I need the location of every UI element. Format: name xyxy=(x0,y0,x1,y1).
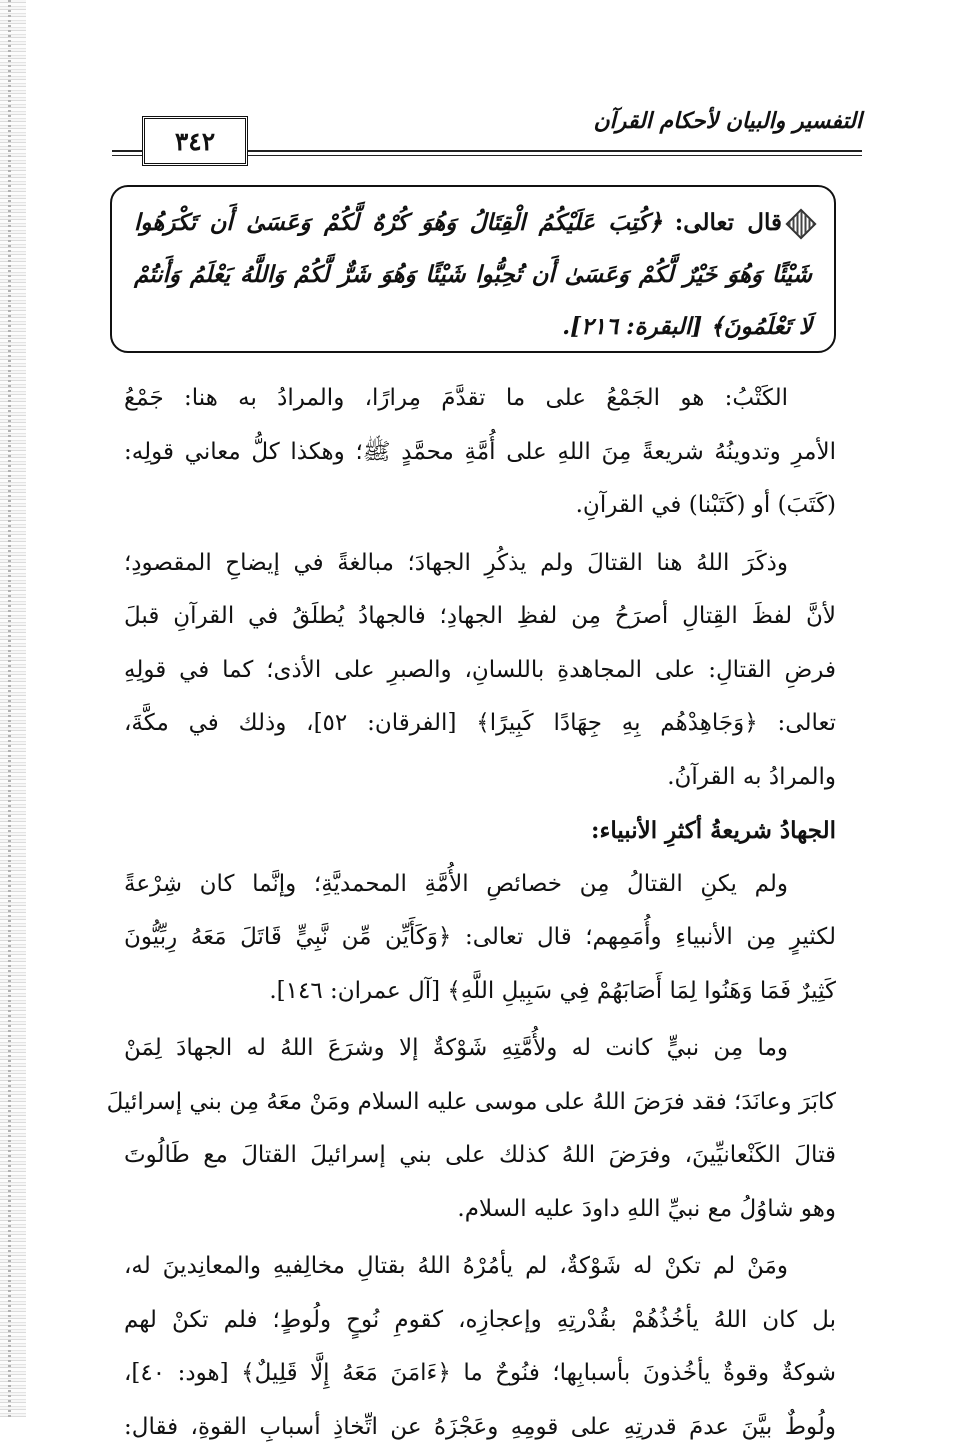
text-line: لكثيرٍ مِن الأنبياءِ وأُمَمِهم؛ قال تعالى: ﴿وَكَأَيِّن مِّن نَّبِيٍّ قَاتَلَ مَعَهُ رِبِّيُّونَ xyxy=(124,911,836,965)
verse-line xyxy=(134,197,812,249)
verse-line xyxy=(134,301,812,353)
text-line: لأنَّ لفظَ القِتالِ أصرَحُ مِن لفظِ الجهادِ؛ فالجهادُ يُطلَقُ في القرآنِ قبلَ xyxy=(124,590,836,644)
text-line: كابَرَ وعانَدَ؛ فقد فرَضَ اللهُ على موسى عليه السلام ومَنْ معَهُ مِن بني إسرائيلَ xyxy=(124,1076,836,1130)
text-line: الأمرِ وتدوينُهُ شريعةً مِنَ اللهِ على أُمَّةِ محمَّدٍ ﷺ؛ وهكذا كلُّ معاني قولِه: xyxy=(124,426,836,480)
page-header xyxy=(112,100,862,170)
text-line: وهو شاوُلُ مع نبيِّ اللهِ داودَ عليه السلام. xyxy=(124,1183,836,1237)
text-line: شوكةٌ وقوةٌ يأخُذونَ بأسبابِها؛ فنُوحٌ ما ﴿ءَامَنَ مَعَهُ إِلَّا قَلِيلٌ﴾ [هود: ٤٠]، xyxy=(124,1347,836,1401)
text-line: (كَتَبَ) أو (كَتَبْنا) في القرآنِ. xyxy=(124,479,836,533)
book-title: التفسير والبيان لأحكام القرآن xyxy=(593,108,862,134)
verse-lead: قال تعالى: xyxy=(675,209,782,236)
text-line: ولُوطٌ بيَّنَ عدمَ قدرتِهِ على قومِهِ وعَجْزَهُ عن اتِّخاذِ أسبابِ القوةِ، فقال: xyxy=(124,1401,836,1454)
scan-edge xyxy=(0,0,26,1417)
verse-text: شَيْئًا وَهُوَ خَيْرٌ لَّكُمْ وَعَسَىٰ أَن تُحِبُّوا شَيْئًا وَهُوَ شَرٌّ لَّكُمْ وَاللَّهُ يَعْلَمُ وَأَنتُمْ xyxy=(134,261,812,288)
verse-text: لَا تَعْلَمُونَ﴾ [البقرة: ٢١٦]. xyxy=(562,313,812,340)
text-line: فرضِ القتالِ: على المجاهدةِ باللسانِ، والصبرِ على الأذى؛ كما في قولِهِ xyxy=(124,644,836,698)
section-heading: الجهادُ شريعةُ أكثرِ الأنبياء: xyxy=(124,804,836,858)
verse-box xyxy=(110,185,836,353)
text-line: وذكَرَ اللهُ هنا القتالَ ولم يذكُرِ الجهادَ؛ مبالغةً في إيضاحِ المقصودِ؛ xyxy=(124,537,836,591)
text-line: تعالى: ﴿وَجَاهِدْهُم بِهِ جِهَادًا كَبِيرًا﴾ [الفرقان: ٥٢]، وذلك في مكَّةَ، xyxy=(124,697,836,751)
verse-text: ﴿كُتِبَ عَلَيْكُمُ الْقِتَالُ وَهُوَ كُرْهٌ لَّكُمْ وَعَسَىٰ أَن تَكْرَهُوا xyxy=(134,209,662,236)
body-text xyxy=(124,372,836,1454)
text-line: والمرادُ به القرآنُ. xyxy=(124,751,836,805)
text-line: ولم يكنِ القتالُ مِن خصائصِ الأُمَّةِ المحمديَّةِ؛ وإنَّما كان شِرْعةً xyxy=(124,858,836,912)
text-line: قتالَ الكَنْعانيِّينَ، وفرَضَ اللهُ كذلك على بني إسرائيلَ القتالَ مع طَالُوتَ xyxy=(124,1129,836,1183)
text-line: كَثِيرٌ فَمَا وَهَنُوا لِمَا أَصَابَهُمْ فِي سَبِيلِ اللَّهِ﴾ [آل عمران: ١٤٦]. xyxy=(124,965,836,1019)
verse-line xyxy=(134,249,812,301)
text-line: بل كان اللهُ يأخُذُهُمْ بقُدْرتِهِ وإعجازِه، كقومِ نُوحٍ ولُوطٍ؛ فلم تكنْ لهم xyxy=(124,1294,836,1348)
page-number: ٣٤٢ xyxy=(142,116,248,166)
text-line: الكَتْبُ: هو الجَمْعُ على ما تقدَّمَ مِرارًا، والمرادُ به هنا: جَمْعُ xyxy=(124,372,836,426)
ornament-icon xyxy=(785,208,816,239)
text-line: ومَنْ لم تكنْ له شَوْكةٌ، لم يأمُرْهُ اللهُ بقتالِ مخالِفيهِ والمعانِدينَ له، xyxy=(124,1240,836,1294)
text-line: وما مِن نبيٍّ كانت له ولأُمَّتِهِ شَوْكةٌ إلا وشرَعَ اللهُ له الجهادَ لِمَنْ xyxy=(124,1022,836,1076)
